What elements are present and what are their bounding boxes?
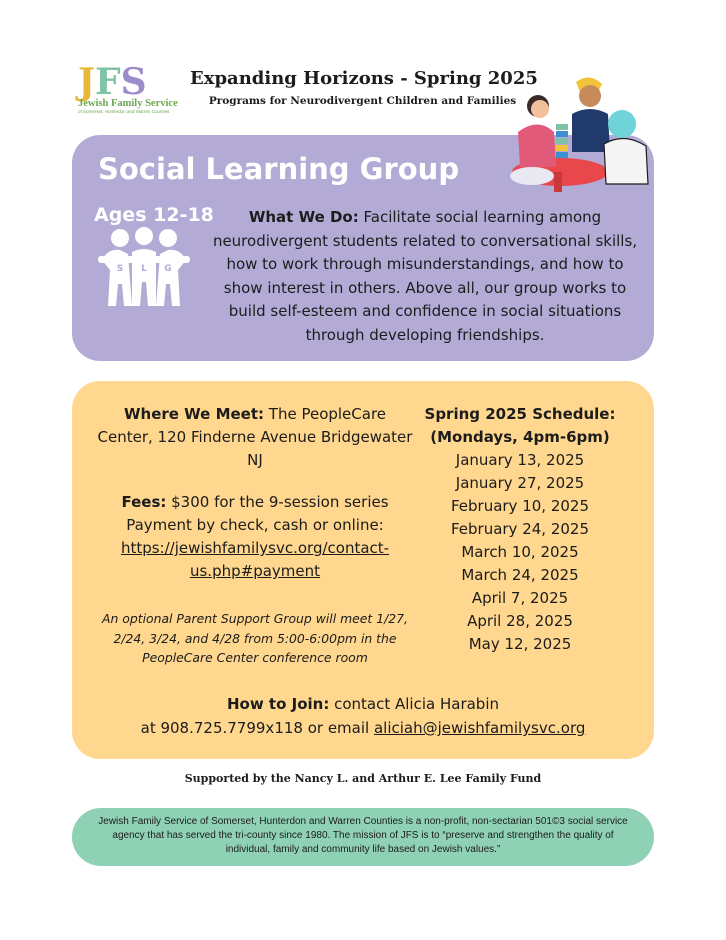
meet-label: Where We Meet: [123,405,265,423]
join-label: How to Join: [226,695,330,713]
schedule-date: March 24, 2025 [461,566,579,584]
slg-group-icon [98,226,190,310]
parent-support-note: An optional Parent Support Group will meet 1/27, 2/24, 3/24, and 4/28 from 5:00-6:00pm in the PeopleCare Center conference room [102,611,408,665]
slg-letter-s: S [116,264,124,274]
page-subtitle: Programs for Neurodivergent Children and Families [208,95,517,107]
meet-text: The PeopleCare Center, 120 Finderne Avenue Bridgewater NJ [97,405,413,469]
schedule-title: Spring 2025 Schedule: [424,405,616,423]
logo-subtitle: of Somerset, Hunterdon and Warren Counties [78,109,170,114]
what-text: Facilitate social learning among neurodivergent students related to conversational skills, how to work through misunderstandings, and how to show interest in others. Above all, our group works to build self-esteem and confidence in social situations through developing friendships. [212,208,638,344]
children-playing-illustration [500,72,650,198]
mission-statement: Jewish Family Service of Somerset, Hunterdon and Warren Counties is a non-profit, non-sectarian 501©3 social service agency that has served the tri-county since 1980. The mission of JFS is to “preserve and strengthen the quality of individual, family and community life based on Jewish values.” [98,816,628,855]
schedule-date: April 28, 2025 [467,612,573,630]
schedule-date: April 7, 2025 [471,589,569,607]
schedule-subtitle: (Mondays, 4pm-6pm) [430,428,610,446]
slg-letter-g: G [164,264,172,274]
fees-label: Fees: [121,493,167,511]
support-credit: Supported by the Nancy L. and Arthur E. Lee Family Fund [184,772,542,785]
fees-text: $300 for the 9-session series [166,493,389,511]
page-title: Expanding Horizons - Spring 2025 [190,68,538,89]
schedule-heading [420,403,620,449]
contact-email-link[interactable]: aliciah@jewishfamilysvc.org [373,719,586,737]
payment-link[interactable]: https://jewishfamilysvc.org/contact-us.php#payment [120,539,390,580]
what-label: What We Do: [248,208,359,226]
schedule-date: January 27, 2025 [455,474,585,492]
group-title: Social Learning Group [98,152,460,186]
schedule-date: February 10, 2025 [450,497,590,515]
what-we-do [210,206,640,347]
payment-text: Payment by check, cash or online: [126,516,384,534]
schedule-dates [420,449,620,656]
schedule-date: May 12, 2025 [468,635,572,653]
logo-letters: JFS [78,61,147,103]
join-line-2 [100,716,626,740]
join-phone-text: at 908.725.7799x118 or email [140,719,374,737]
logo-name: Jewish Family Service [78,98,178,109]
schedule-date: February 24, 2025 [450,520,590,538]
join-text: contact Alicia Harabin [329,695,499,713]
slg-letter-l: L [141,264,147,274]
how-to-join [100,692,626,740]
age-range: Ages 12-18 [94,204,214,226]
fees-section [95,491,415,583]
schedule-date: January 13, 2025 [455,451,585,469]
jfs-logo [78,61,178,122]
meeting-location [95,403,415,472]
join-line-1 [100,692,626,716]
fees-line [95,491,415,514]
schedule-date: March 10, 2025 [461,543,579,561]
